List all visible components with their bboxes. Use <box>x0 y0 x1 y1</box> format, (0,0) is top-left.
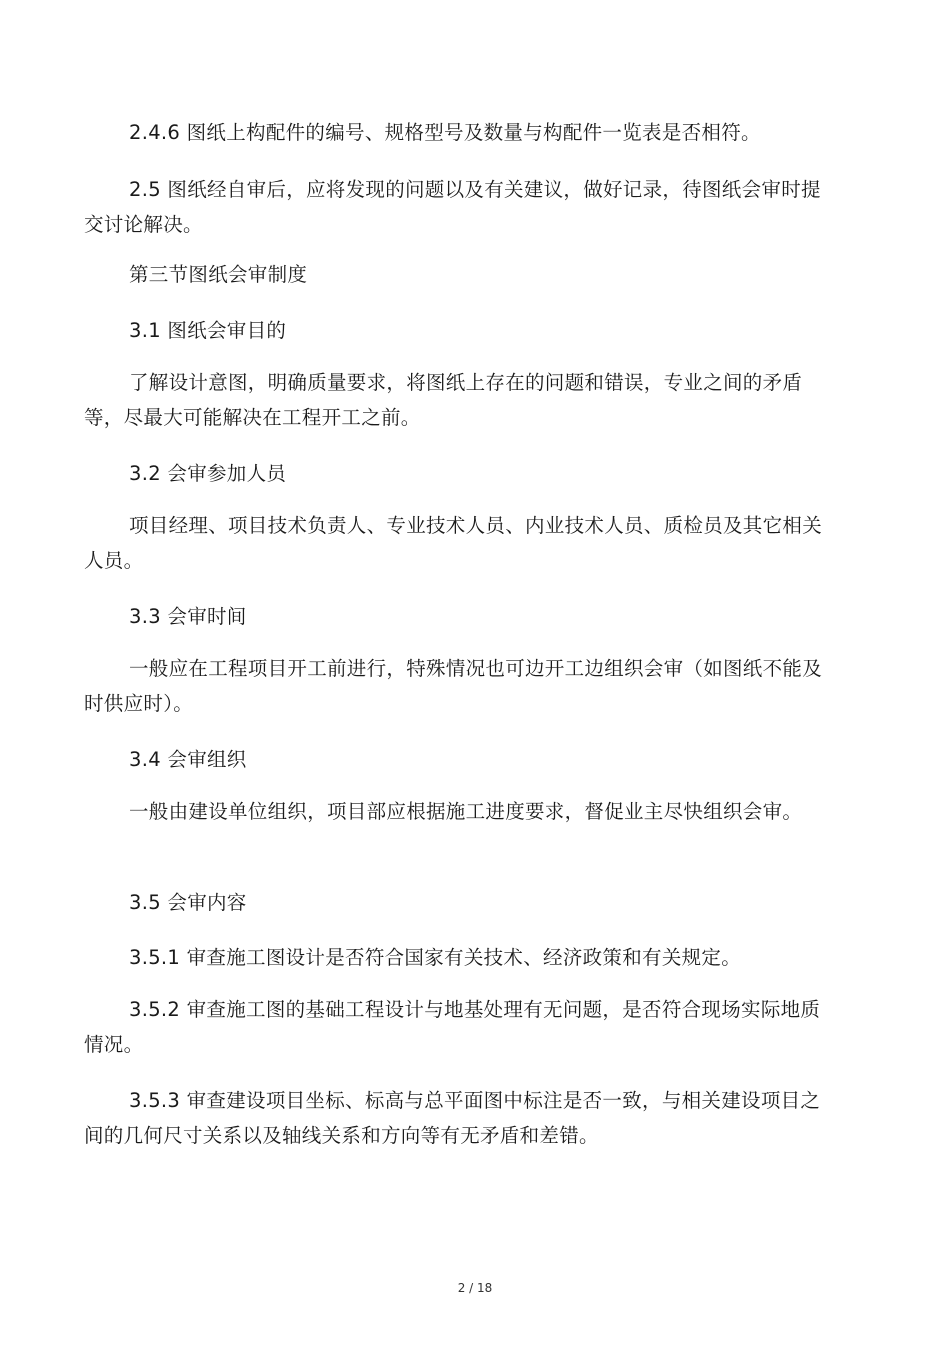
heading-3-4: 3.4 会审组织 <box>129 748 247 771</box>
paragraph-3-4-body: 一般由建设单位组织，项目部应根据施工进度要求，督促业主尽快组织会审。 <box>129 800 803 823</box>
paragraph-3-5-2: 3.5.2 审查施工图的基础工程设计与地基处理有无问题，是否符合现场实际地质情况。 <box>84 998 821 1056</box>
heading-3-3: 3.3 会审时间 <box>129 605 247 628</box>
section-heading: 第三节图纸会审制度 <box>129 263 308 286</box>
heading-3-5: 3.5 会审内容 <box>129 891 247 914</box>
paragraph-3-5-3: 3.5.3 审查建设项目坐标、标高与总平面图中标注是否一致，与相关建设项目之间的几何尺寸关系以及轴线关系和方向等有无矛盾和差错。 <box>84 1089 821 1147</box>
heading-3-1: 3.1 图纸会审目的 <box>129 319 287 342</box>
paragraph-2-4-6: 2.4.6 图纸上构配件的编号、规格型号及数量与构配件一览表是否相符。 <box>129 121 761 144</box>
paragraph-3-3-body: 一般应在工程项目开工前进行，特殊情况也可边开工边组织会审（如图纸不能及时供应时）。 <box>84 657 823 715</box>
paragraph-3-2-body: 项目经理、项目技术负责人、专业技术人员、内业技术人员、质检员及其它相关人员。 <box>84 514 823 572</box>
paragraph-3-1-body: 了解设计意图，明确质量要求，将图纸上存在的问题和错误，专业之间的矛盾等，尽最大可能解决在工程开工之前。 <box>84 371 803 429</box>
heading-3-2: 3.2 会审参加人员 <box>129 462 287 485</box>
page-number: 2 / 18 <box>457 1281 493 1295</box>
paragraph-3-5-1: 3.5.1 审查施工图设计是否符合国家有关技术、经济政策和有关规定。 <box>129 946 742 969</box>
paragraph-2-5: 2.5 图纸经自审后，应将发现的问题以及有关建议，做好记录，待图纸会审时提交讨论解决。 <box>84 178 821 236</box>
